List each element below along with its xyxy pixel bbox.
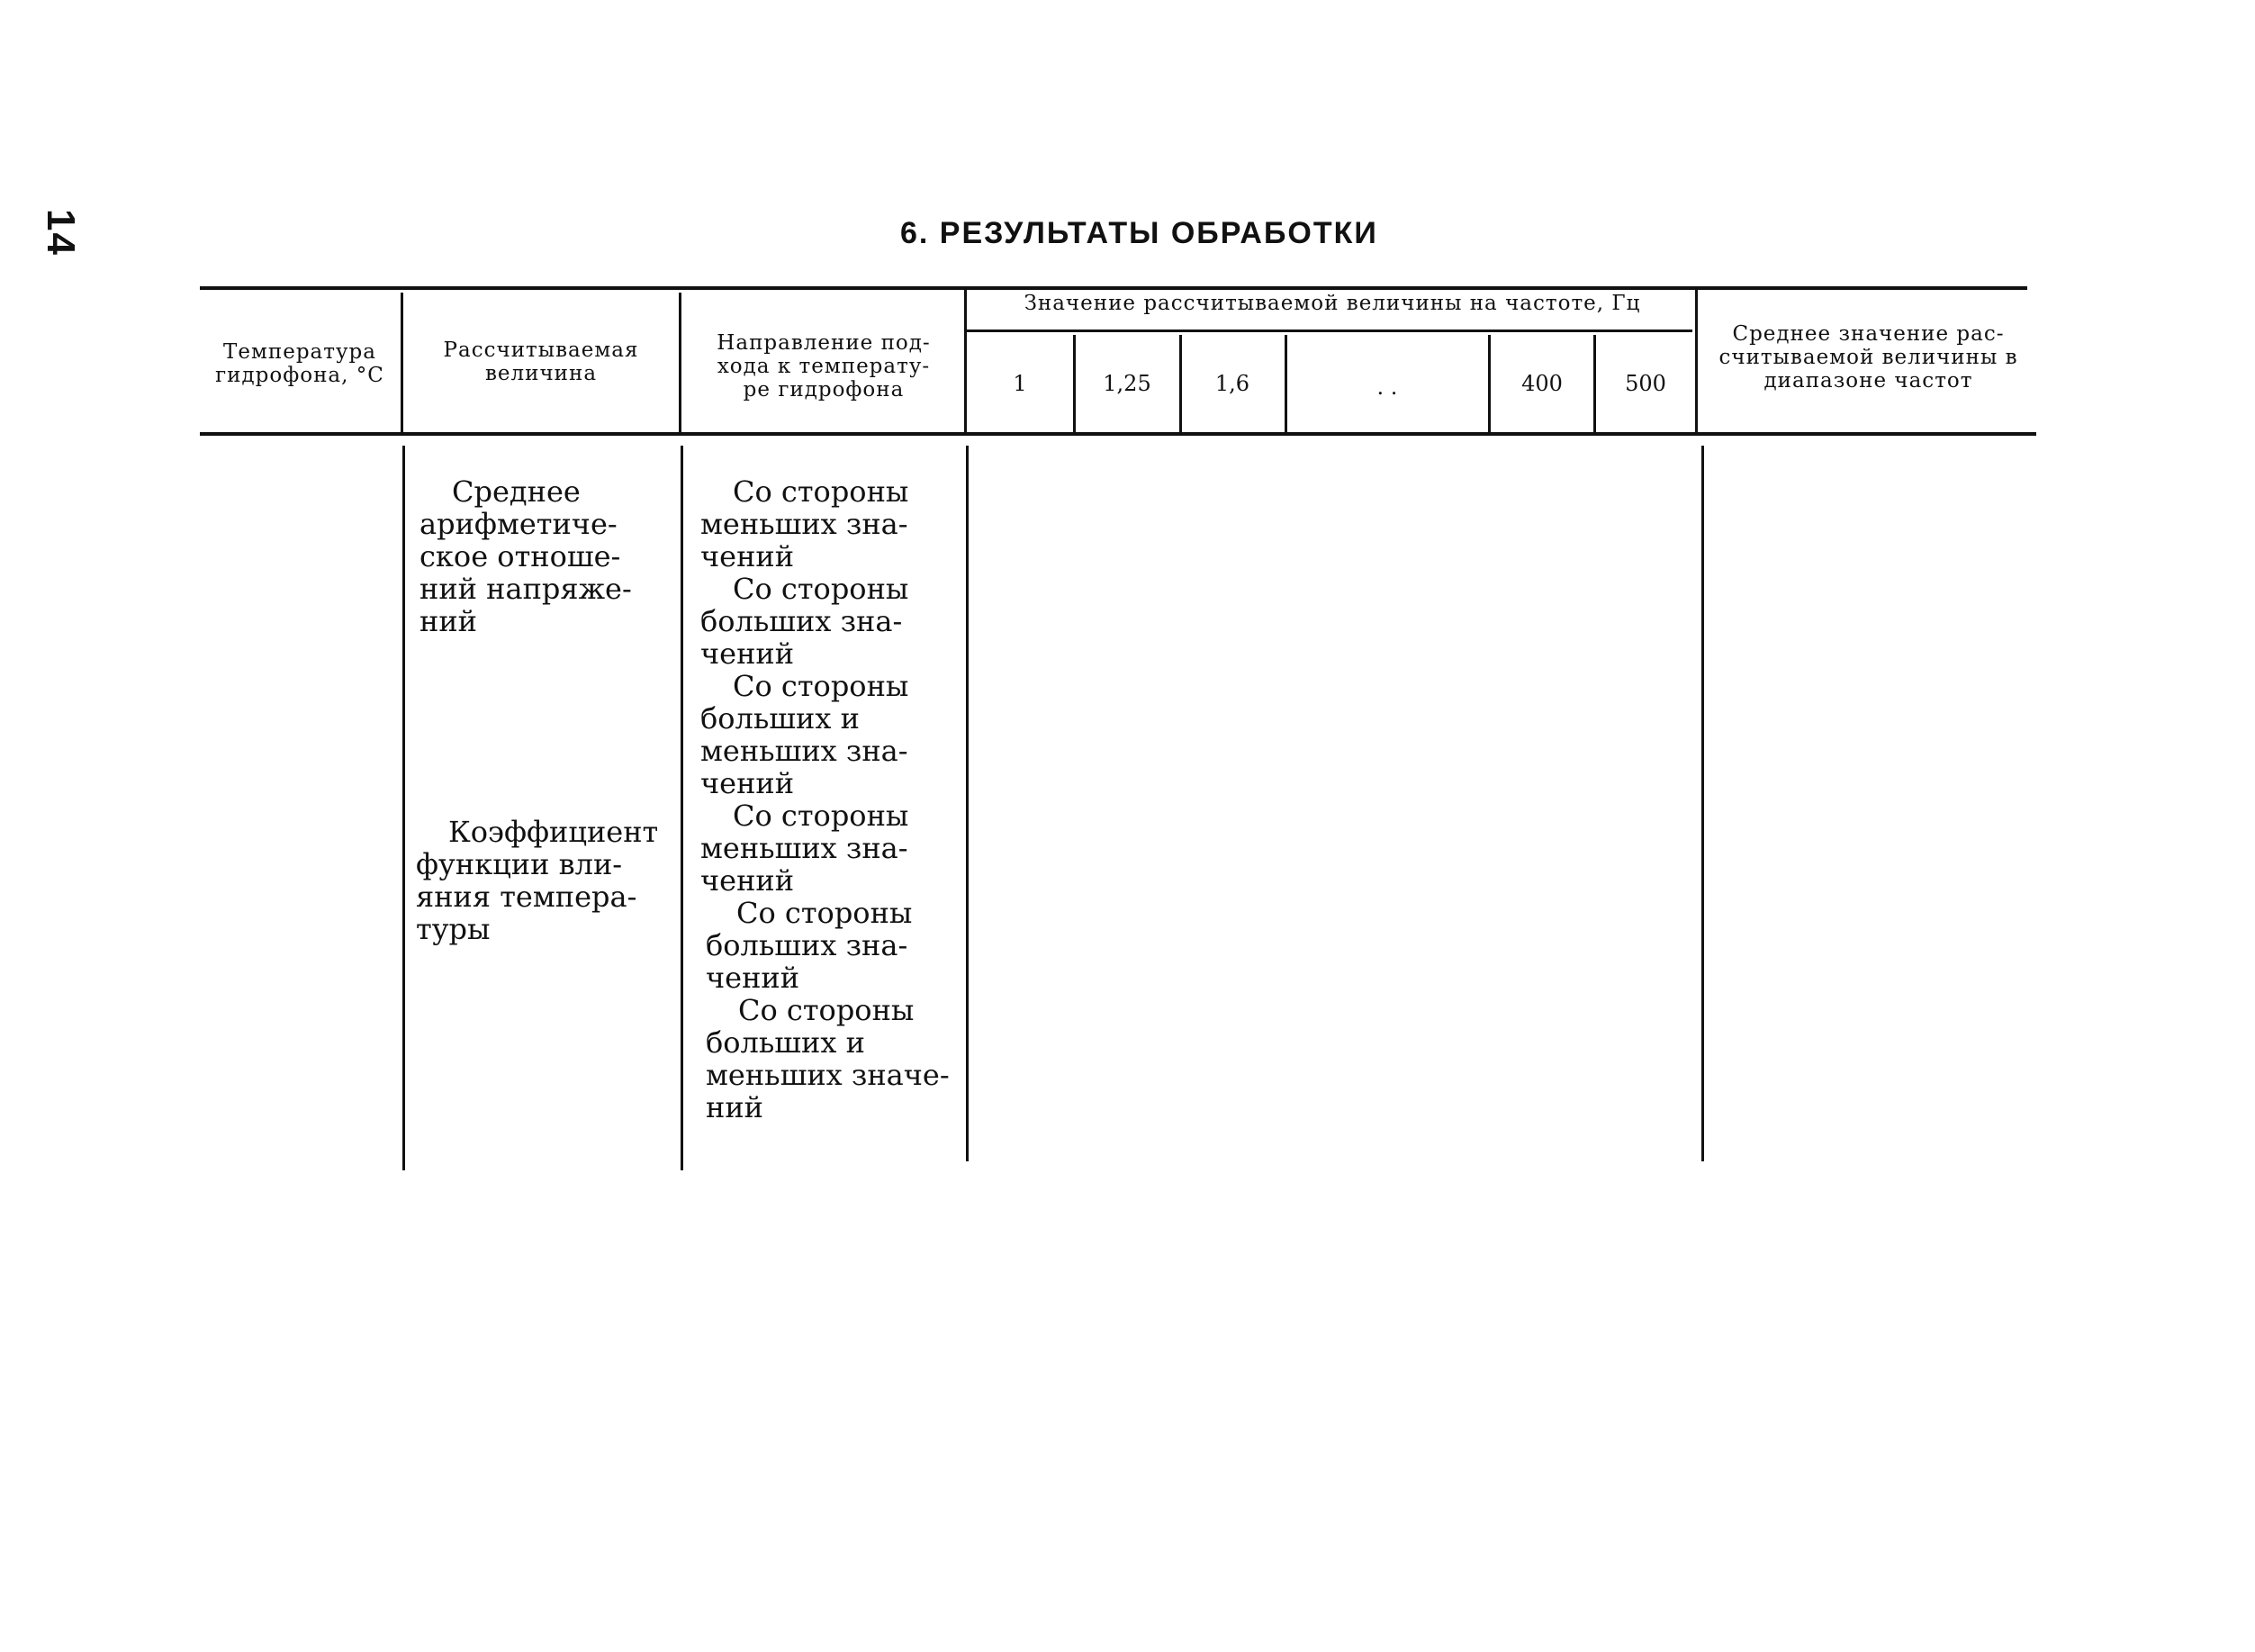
row-1-dir-2-line-2: больших зна- (700, 604, 903, 638)
freq-divider-1 (1073, 335, 1076, 435)
freq-header-1: 1 (1013, 371, 1027, 396)
row-1-dir-3-line-2: больших и (700, 701, 860, 736)
row-1-quantity-line-4: ний напряже- (419, 572, 632, 606)
col-divider-2 (679, 293, 681, 435)
row-2-dir-1-line-3: чений (700, 863, 795, 898)
header-direction-line-1: Направление под- (717, 331, 931, 355)
freq-divider-3 (1285, 335, 1287, 435)
row-1-quantity-line-5: ний (419, 604, 477, 638)
row-2-dir-3-line-4: ний (706, 1090, 763, 1124)
row-2-dir-2-line-1: Со стороны (736, 896, 913, 930)
row-1-dir-3-line-1: Со стороны (733, 669, 909, 703)
row-2-dir-1-line-2: меньших зна- (700, 831, 908, 865)
row-2-directions (700, 799, 950, 1124)
header-quantity-line-1: Рассчитываемая (443, 339, 639, 362)
header-bottom-rule (200, 432, 2036, 436)
header-mean-line-3: диапазоне частот (1763, 369, 1973, 393)
row-1-dir-3-line-3: меньших зна- (700, 734, 908, 768)
row-1-quantity-line-3: ское отноше- (419, 539, 621, 573)
header-mean-line-1: Среднее значение рас- (1732, 322, 2005, 346)
section-title: 6. РЕЗУЛЬТАТЫ ОБРАБОТКИ (900, 216, 1378, 250)
col-divider-3 (964, 290, 967, 435)
row-2-quantity-line-4: туры (416, 912, 491, 946)
freq-divider-5 (1593, 335, 1596, 435)
col-divider-4 (1695, 286, 1698, 435)
row-1-quantity (419, 475, 632, 637)
row-2-quantity-line-1: Коэффициент (448, 815, 659, 849)
row-1-quantity-line-1: Среднее (452, 474, 581, 509)
row-2-quantity-line-2: функции вли- (416, 847, 623, 881)
row-1-dir-1-line-3: чений (700, 539, 795, 573)
col-divider-4-body (1701, 446, 1704, 1161)
row-2-dir-3-line-3: меньших значе- (706, 1058, 950, 1092)
header-direction-line-2: хода к температу- (717, 355, 931, 378)
freq-header-ellipsis: . . (1376, 375, 1398, 400)
header-temperature-line-2: гидрофона, °С (215, 364, 384, 387)
header-quantity-line-2: величина (484, 362, 598, 385)
row-1-dir-2-line-1: Со стороны (733, 572, 909, 606)
row-2-quantity (416, 816, 658, 945)
col-divider-1-body (402, 446, 405, 1170)
freq-header-6: 500 (1625, 371, 1666, 396)
header-temperature-line-1: Температура (223, 340, 376, 364)
row-1-dir-1-line-1: Со стороны (733, 474, 909, 509)
freq-divider-4 (1488, 335, 1491, 435)
header-direction (684, 331, 963, 402)
row-2-dir-3-line-2: больших и (706, 1025, 865, 1060)
header-quantity (405, 339, 677, 385)
row-1-dir-1-line-2: меньших зна- (700, 507, 908, 541)
row-2-dir-3-line-1: Со стороны (738, 993, 915, 1027)
header-mean-line-2: считываемой величины в (1718, 346, 2018, 369)
row-2-dir-1-line-1: Со стороны (733, 799, 909, 833)
frequency-subheader-rule (966, 329, 1692, 332)
page-number: 14 (39, 209, 83, 257)
row-2-dir-2-line-3: чений (706, 961, 800, 995)
row-2-dir-2-line-2: больших зна- (706, 928, 908, 962)
header-frequency-group: Значение рассчитываемой величины на частоте, Гц (1024, 292, 1641, 315)
header-mean (1700, 322, 2037, 393)
row-1-dir-2-line-3: чений (700, 636, 795, 671)
freq-header-2: 1,25 (1103, 371, 1151, 396)
col-divider-1 (401, 293, 403, 435)
row-1-dir-3-line-4: чений (700, 766, 795, 800)
header-direction-line-3: ре гидрофона (743, 378, 905, 402)
col-divider-2-body (681, 446, 683, 1170)
freq-header-5: 400 (1521, 371, 1563, 396)
table-top-rule (200, 286, 2027, 290)
row-1-quantity-line-2: арифметиче- (419, 507, 618, 541)
col-divider-3-body (966, 446, 969, 1161)
freq-header-3: 1,6 (1214, 371, 1250, 396)
row-2-quantity-line-3: яния темпера- (416, 880, 637, 914)
header-temperature (200, 340, 400, 387)
freq-divider-2 (1179, 335, 1182, 435)
row-1-directions (700, 475, 908, 799)
